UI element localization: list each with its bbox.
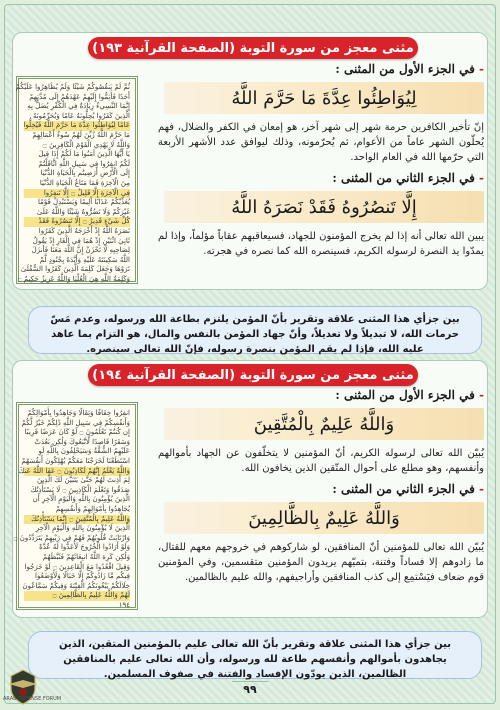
mushaf-line: ١٩٤ (118, 600, 130, 609)
part-4-label: - في الجزء الثاني من المثنى : (332, 482, 484, 496)
part-2-label: - في الجزء الثاني من المثنى : (332, 171, 484, 185)
mushaf-line: عَلَيْهِمُ الشُّقَّةُ وَسَيَحْلِفُونَ بِاللَّهِ لَوِ (38, 447, 130, 456)
mushaf-line: وَاللَّهُ لَا يَهْدِي الْقَوْمَ الْكَافِرِينَ ۝ (42, 140, 130, 149)
part-1-label: - في الجزء الأول من المثنى : (335, 62, 484, 76)
mushaf-line: وَلَوْ أَرَادُوا الْخُرُوجَ لَأَعَدُّوا لَهُ عُدَّةً (39, 543, 130, 552)
mushaf-page-194 (13, 402, 138, 610)
mushaf-line: إِنَّمَا النَّسِيءُ زِيَادَةٌ فِي الْكُفْرِ يُضَلُّ بِهِ (27, 102, 130, 111)
section-title-2: مثنى معجز من سورة التوبة (الصفحة القرآنية ١٩٤) (88, 364, 418, 386)
mushaf-line: نَصَرَهُ اللَّهُ إِذْ أَخْرَجَهُ الَّذِينَ كَفَرُوا (38, 226, 130, 235)
mushaf-line: مَا حَرَّمَ اللَّهُ زُيِّنَ لَهُمْ سُوءُ أَعْمَالِهِمْ (32, 130, 130, 139)
mushaf-line: غَيْرَكُمْ وَلَا تَضُرُّوهُ شَيْئًا وَاللَّهُ عَلَىٰ (36, 207, 130, 216)
part-3-quote: وَاللَّهُ عَلِيمٌ بِالْمُتَّقِينَ (164, 408, 484, 440)
mushaf-line: لِصَاحِبِهِ لَا تَحْزَنْ إِنَّ اللَّهَ مَعَنَا فَأَنزَلَ (31, 246, 130, 255)
mushaf-line: صَدَقُوا وَتَعْلَمَ الْكَاذِبِينَ ۝ لَا يَسْتَأْذِنُكَ (30, 485, 130, 494)
mushaf-line: يُجَاهِدُوا بِأَمْوَالِهِمْ وَأَنفُسِهِمْ (55, 504, 130, 513)
mushaf-line: وَاللَّهُ يَعْلَمُ إِنَّهُمْ لَكَاذِبُونَ ۝ عَفَا اللَّهُ عَنكَ (18, 466, 130, 475)
section-summary-1: بين جزأي هذا المثنى علاقة وتقرير بأنّ المؤمن يلتزم بطاعة الله ورسوله، وعدم مَسّ حرمات الله، لا تبديلاً ولا تعديلاً، وأنّ جهاد المؤمن بالنفس والمال، هو التزام بما عاهد عليه الله، فإذا لم يقم المؤمن بنصرة رسوله، فإنّ الله تعالى سينصره. (28, 306, 482, 354)
mushaf-line: مِنَ الْآخِرَةِ فَمَا مَتَاعُ الْحَيَاةِ الدُّنْيَا (39, 178, 130, 187)
mushaf-line: انفِرُوا خِفَافًا وَثِقَالًا وَجَاهِدُوا بِأَمْوَالِكُمْ (27, 409, 130, 417)
forum-logo-text: ARAB DEFENSE FORUM (3, 696, 62, 702)
mushaf-line: لِمَ أَذِنتَ لَهُمْ حَتَّىٰ يَتَبَيَّنَ لَكَ الَّذِينَ (37, 476, 130, 485)
mushaf-line: إِلَى الْأَرْضِ أَرَضِيتُم بِالْحَيَاةِ الدُّنْيَا (40, 169, 130, 178)
mushaf-line: وَارْتَابَتْ قُلُوبُهُمْ فَهُمْ فِي رَيْبِهِمْ يَتَرَدَّدُونَ ۝ (13, 533, 130, 542)
mushaf-line: اسْتَطَعْنَا لَخَرَجْنَا مَعَكُمْ يُهْلِكُونَ أَنفُسَهُمْ (21, 456, 130, 465)
mushaf-line: الَّذِينَ لَا يُؤْمِنُونَ بِاللَّهِ وَالْيَوْمِ الْآخِرِ (35, 524, 130, 533)
mushaf-line: وَلَٰكِن كَرِهَ اللَّهُ انبِعَاثَهُمْ فَثَبَّطَهُمْ (42, 552, 130, 561)
part-1-text: إنّ تأخير الكافرين حرمة شهر إلى شهر آخر، هو إمعان في الكفر والضلال، فهم يُحلّون الشهر عاماً من الأعوام، ثم يُحرّمونه، وذلك ليوافق عدد الأشهر الأربعة التي حرّمها الله في العام الواحد. (158, 122, 484, 163)
section-summary-2: بين جزأي هذا المثنى علاقة وتقرير بأنّ الله تعالى عليم بالمؤمنين المتقين، الذين يجاهدون بأموالهم وأنفسهم طاعة لله ورسوله، وأن الله تعالى عليم بالمنافقين الظالمين، الذين يودّون الإفساد والفتنة في صفوف المسلمين. (28, 631, 482, 679)
mushaf-line: لَهُمْ وَاللَّهُ عَلِيمٌ بِالظَّالِمِينَ ۝ (24, 591, 130, 601)
section-content-1 (158, 62, 484, 265)
mushaf-line: الَّذِينَ كَفَرُوا يُحِلُّونَهُ عَامًا وَيُحَرِّمُونَهُ (32, 111, 130, 120)
mushaf-line: فِيكُم مَّا زَادُوكُمْ إِلَّا خَبَالًا وَلَأَوْضَعُوا (35, 572, 130, 581)
mushaf-line: وَاللَّهُ عَلِيمٌ بِالْمُتَّقِينَ ۝ إِنَّمَا يَسْتَأْذِنُكَ (24, 515, 130, 525)
mushaf-line: وَسَفَرًا قَاصِدًا لَّاتَّبَعُوكَ وَلَٰكِن بَعُدَتْ (34, 437, 130, 446)
mushaf-line: وَقِيلَ اقْعُدُوا مَعَ الْقَاعِدِينَ ۝ لَوْ خَرَجُوا (24, 562, 130, 571)
part-1-quote: لِيُوَاطِئُوا عِدَّةَ مَا حَرَّمَ اللَّهُ (164, 82, 484, 114)
part-3-label: - في الجزء الأول من المثنى : (335, 388, 484, 402)
section-title-1: مثنى معجز من سورة التوبة (الصفحة القرآنية ١٩٣) (88, 37, 418, 59)
mushaf-line: فِي الْآخِرَةِ إِلَّا قَلِيلٌ ۝ إِلَّا تَنفِرُوا (24, 189, 130, 199)
mushaf-line: الَّذِينَ يُؤْمِنُونَ بِاللَّهِ وَالْيَوْمِ الْآخِرِ أَن (32, 495, 130, 504)
mushaf-line: وَأَنفُسِكُمْ فِي سَبِيلِ اللَّهِ ذَٰلِكُمْ خَيْرٌ لَّكُمْ (21, 418, 130, 427)
mushaf-line: يَا أَيُّهَا الَّذِينَ آمَنُوا مَا لَكُمْ إِذَا قِيلَ (38, 150, 130, 159)
part-3-text: يُبيّن الله تعالى لرسوله الكريم، أنّ المؤمنين لا يتخلّفون عن الجهاد بأموالهم وأنفسهم، وهو مطلع على أحوال المتّقين الذين يخافون الله. (158, 448, 484, 474)
mushaf-line: ثَانِيَ اثْنَيْنِ إِذْ هُمَا فِي الْغَارِ إِذْ يَقُولُ (32, 236, 130, 245)
mushaf-line: كُلِّ شَيْءٍ قَدِيرٌ ۝ إِلَّا تَنصُرُوهُ فَقَدْ (24, 217, 130, 227)
mushaf-line: عَامًا لِيُوَاطِئُوا عِدَّةَ مَا حَرَّمَ اللَّهُ فَيُحِلُّوا (23, 121, 130, 130)
page-number: ٩٩ (232, 681, 268, 697)
mushaf-page-193 (16, 76, 138, 284)
mushaf-line: ثُمَّ لَمْ يَنقُصُوكُمْ شَيْئًا وَلَمْ يُظَاهِرُوا عَلَيْكُمْ (15, 83, 130, 91)
part-4-text: يُبيّن الله تعالى للمؤمنين أنّ المنافقين، لو شاركوهم في خروجهم معهم للقتال، ما زادوهم إلا فساداً وفتنة، بتميّهم يريدون المؤمنين متقسمين، وفي المؤمنين قوم ضعاف فيَسْتمِع إلى كذب المنافقين وأراجيفهم، والله عليم بالظالمين. (158, 542, 484, 583)
mushaf-line: أَحَدًا فَأَتِمُّوا إِلَيْهِمْ عَهْدَهُمْ إِلَى مُدَّتِهِمْ (29, 92, 130, 101)
mushaf-line: إِن كُنتُمْ تَعْلَمُونَ ۝ لَوْ كَانَ عَرَضًا قَرِيبًا (24, 428, 130, 437)
part-4-quote: وَاللَّهُ عَلِيمٌ بِالظَّالِمِينَ (164, 502, 484, 534)
mushaf-line: لَكُمُ انفِرُوا فِي سَبِيلِ اللَّهِ اثَّاقَلْتُمْ (38, 159, 130, 168)
mushaf-line: تَرَوْهَا وَجَعَلَ كَلِمَةَ الَّذِينَ كَفَرُوا السُّفْلَىٰ (20, 265, 130, 274)
part-2-quote: إِلَّا تَنصُرُوهُ فَقَدْ نَصَرَهُ اللَّهُ (164, 191, 484, 223)
mushaf-line: يُعَذِّبْكُمْ عَذَابًا أَلِيمًا وَيَسْتَبْدِلْ قَوْمًا (37, 198, 130, 207)
section-content-2 (158, 388, 484, 591)
part-2-text: يبين الله تعالى أنه إذا لم يخرج المؤمنون للجهاد، فسيعاقبهم عقاباً مؤلماً، وإذا لم يمدّوا يد النصرة لرسوله الكريم، فسينصره الله كما نصره في هجرته. (158, 231, 484, 257)
mushaf-line: وَكَلِمَةُ اللَّهِ هِيَ الْعُلْيَا وَاللَّهُ عَزِيزٌ حَكِيمٌ ۝ (17, 274, 130, 283)
mushaf-line: خِلَالَكُمْ يَبْغُونَكُمُ الْفِتْنَةَ وَفِيكُمْ سَمَّاعُونَ (22, 581, 130, 590)
mushaf-line: اللَّهُ سَكِينَتَهُ عَلَيْهِ وَأَيَّدَهُ بِجُنُودٍ لَّمْ (39, 255, 130, 264)
